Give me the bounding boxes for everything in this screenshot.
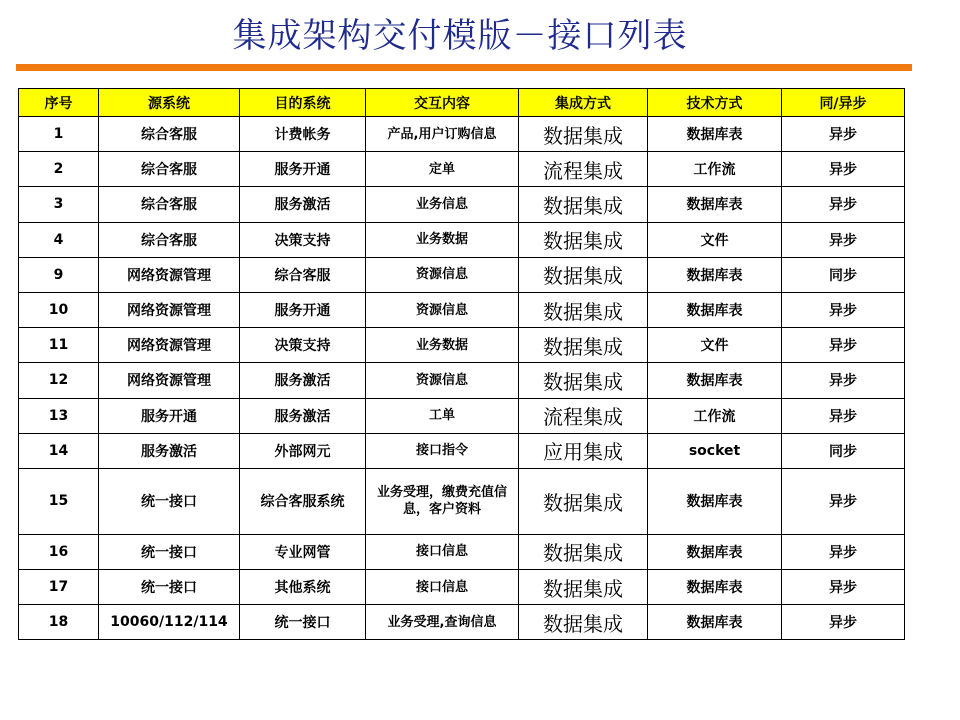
cell-source: 网络资源管理 bbox=[99, 292, 240, 327]
table-row bbox=[19, 257, 905, 292]
cell-tech: 数据库表 bbox=[648, 468, 782, 534]
cell-sync: 异步 bbox=[782, 187, 905, 222]
cell-tech: 工作流 bbox=[648, 398, 782, 433]
cell-integration: 数据集成 bbox=[519, 570, 648, 605]
cell-target: 决策支持 bbox=[240, 222, 366, 257]
cell-tech: socket bbox=[648, 433, 782, 468]
cell-source: 统一接口 bbox=[99, 468, 240, 534]
cell-seq: 2 bbox=[19, 152, 99, 187]
header-tech-mode: 技术方式 bbox=[648, 89, 782, 117]
cell-sync: 异步 bbox=[782, 468, 905, 534]
cell-target: 统一接口 bbox=[240, 605, 366, 640]
cell-integration: 数据集成 bbox=[519, 117, 648, 152]
cell-source: 网络资源管理 bbox=[99, 328, 240, 363]
cell-sync: 同步 bbox=[782, 433, 905, 468]
table-header-row bbox=[19, 89, 905, 117]
cell-integration: 流程集成 bbox=[519, 152, 648, 187]
cell-sync: 异步 bbox=[782, 328, 905, 363]
cell-seq: 15 bbox=[19, 468, 99, 534]
cell-seq: 10 bbox=[19, 292, 99, 327]
cell-sync: 异步 bbox=[782, 292, 905, 327]
cell-target: 专业网管 bbox=[240, 534, 366, 569]
cell-content: 业务受理,查询信息 bbox=[366, 605, 519, 640]
cell-integration: 流程集成 bbox=[519, 398, 648, 433]
cell-seq: 16 bbox=[19, 534, 99, 569]
cell-seq: 3 bbox=[19, 187, 99, 222]
cell-seq: 13 bbox=[19, 398, 99, 433]
cell-seq: 17 bbox=[19, 570, 99, 605]
header-sync-mode: 同/异步 bbox=[782, 89, 905, 117]
cell-integration: 数据集成 bbox=[519, 187, 648, 222]
cell-integration: 数据集成 bbox=[519, 328, 648, 363]
interface-table bbox=[18, 88, 905, 640]
cell-target: 服务激活 bbox=[240, 398, 366, 433]
cell-content: 资源信息 bbox=[366, 257, 519, 292]
cell-tech: 工作流 bbox=[648, 152, 782, 187]
cell-target: 综合客服 bbox=[240, 257, 366, 292]
cell-content: 业务数据 bbox=[366, 328, 519, 363]
cell-integration: 数据集成 bbox=[519, 363, 648, 398]
cell-seq: 4 bbox=[19, 222, 99, 257]
cell-integration: 数据集成 bbox=[519, 605, 648, 640]
cell-seq: 11 bbox=[19, 328, 99, 363]
cell-target: 服务激活 bbox=[240, 363, 366, 398]
cell-tech: 数据库表 bbox=[648, 117, 782, 152]
header-target-system: 目的系统 bbox=[240, 89, 366, 117]
cell-content: 资源信息 bbox=[366, 292, 519, 327]
cell-sync: 异步 bbox=[782, 152, 905, 187]
table-row bbox=[19, 222, 905, 257]
cell-content: 业务数据 bbox=[366, 222, 519, 257]
cell-sync: 异步 bbox=[782, 398, 905, 433]
cell-content: 接口指令 bbox=[366, 433, 519, 468]
cell-source: 综合客服 bbox=[99, 117, 240, 152]
table-row bbox=[19, 292, 905, 327]
cell-content: 业务信息 bbox=[366, 187, 519, 222]
cell-target: 综合客服系统 bbox=[240, 468, 366, 534]
cell-tech: 数据库表 bbox=[648, 292, 782, 327]
cell-tech: 文件 bbox=[648, 222, 782, 257]
cell-source: 网络资源管理 bbox=[99, 257, 240, 292]
cell-integration: 应用集成 bbox=[519, 433, 648, 468]
table-row bbox=[19, 570, 905, 605]
cell-target: 计费帐务 bbox=[240, 117, 366, 152]
cell-tech: 数据库表 bbox=[648, 257, 782, 292]
cell-source: 统一接口 bbox=[99, 534, 240, 569]
cell-sync: 异步 bbox=[782, 222, 905, 257]
title-divider bbox=[16, 64, 912, 71]
cell-seq: 1 bbox=[19, 117, 99, 152]
cell-tech: 数据库表 bbox=[648, 363, 782, 398]
cell-target: 服务开通 bbox=[240, 292, 366, 327]
cell-integration: 数据集成 bbox=[519, 222, 648, 257]
cell-sync: 异步 bbox=[782, 117, 905, 152]
cell-source: 服务开通 bbox=[99, 398, 240, 433]
table-row bbox=[19, 605, 905, 640]
cell-integration: 数据集成 bbox=[519, 292, 648, 327]
cell-tech: 数据库表 bbox=[648, 187, 782, 222]
table-row bbox=[19, 433, 905, 468]
cell-source: 综合客服 bbox=[99, 222, 240, 257]
header-content: 交互内容 bbox=[366, 89, 519, 117]
cell-sync: 异步 bbox=[782, 570, 905, 605]
cell-seq: 18 bbox=[19, 605, 99, 640]
table-row bbox=[19, 187, 905, 222]
cell-content: 资源信息 bbox=[366, 363, 519, 398]
page-title: 集成架构交付模版－接口列表 bbox=[232, 16, 688, 56]
cell-target: 其他系统 bbox=[240, 570, 366, 605]
table-row bbox=[19, 398, 905, 433]
cell-source: 综合客服 bbox=[99, 187, 240, 222]
table-row bbox=[19, 152, 905, 187]
table-row bbox=[19, 328, 905, 363]
cell-sync: 异步 bbox=[782, 534, 905, 569]
cell-target: 服务激活 bbox=[240, 187, 366, 222]
cell-content: 产品,用户订购信息 bbox=[366, 117, 519, 152]
cell-source: 10060/112/114 bbox=[99, 605, 240, 640]
cell-seq: 9 bbox=[19, 257, 99, 292]
cell-content: 工单 bbox=[366, 398, 519, 433]
cell-sync: 异步 bbox=[782, 605, 905, 640]
header-source-system: 源系统 bbox=[99, 89, 240, 117]
table-row bbox=[19, 117, 905, 152]
cell-content: 接口信息 bbox=[366, 570, 519, 605]
header-seq: 序号 bbox=[19, 89, 99, 117]
cell-tech: 文件 bbox=[648, 328, 782, 363]
header-integration-mode: 集成方式 bbox=[519, 89, 648, 117]
cell-content: 接口信息 bbox=[366, 534, 519, 569]
cell-sync: 异步 bbox=[782, 363, 905, 398]
cell-target: 外部网元 bbox=[240, 433, 366, 468]
cell-tech: 数据库表 bbox=[648, 605, 782, 640]
cell-source: 网络资源管理 bbox=[99, 363, 240, 398]
table-row bbox=[19, 363, 905, 398]
cell-tech: 数据库表 bbox=[648, 534, 782, 569]
cell-content: 定单 bbox=[366, 152, 519, 187]
cell-sync: 同步 bbox=[782, 257, 905, 292]
cell-source: 综合客服 bbox=[99, 152, 240, 187]
cell-integration: 数据集成 bbox=[519, 257, 648, 292]
cell-source: 统一接口 bbox=[99, 570, 240, 605]
table-row bbox=[19, 534, 905, 569]
cell-integration: 数据集成 bbox=[519, 534, 648, 569]
cell-seq: 12 bbox=[19, 363, 99, 398]
cell-seq: 14 bbox=[19, 433, 99, 468]
cell-integration: 数据集成 bbox=[519, 468, 648, 534]
cell-target: 服务开通 bbox=[240, 152, 366, 187]
cell-target: 决策支持 bbox=[240, 328, 366, 363]
cell-content: 业务受理，缴费充值信息，客户资料 bbox=[366, 468, 519, 534]
cell-source: 服务激活 bbox=[99, 433, 240, 468]
cell-tech: 数据库表 bbox=[648, 570, 782, 605]
table-row bbox=[19, 468, 905, 534]
